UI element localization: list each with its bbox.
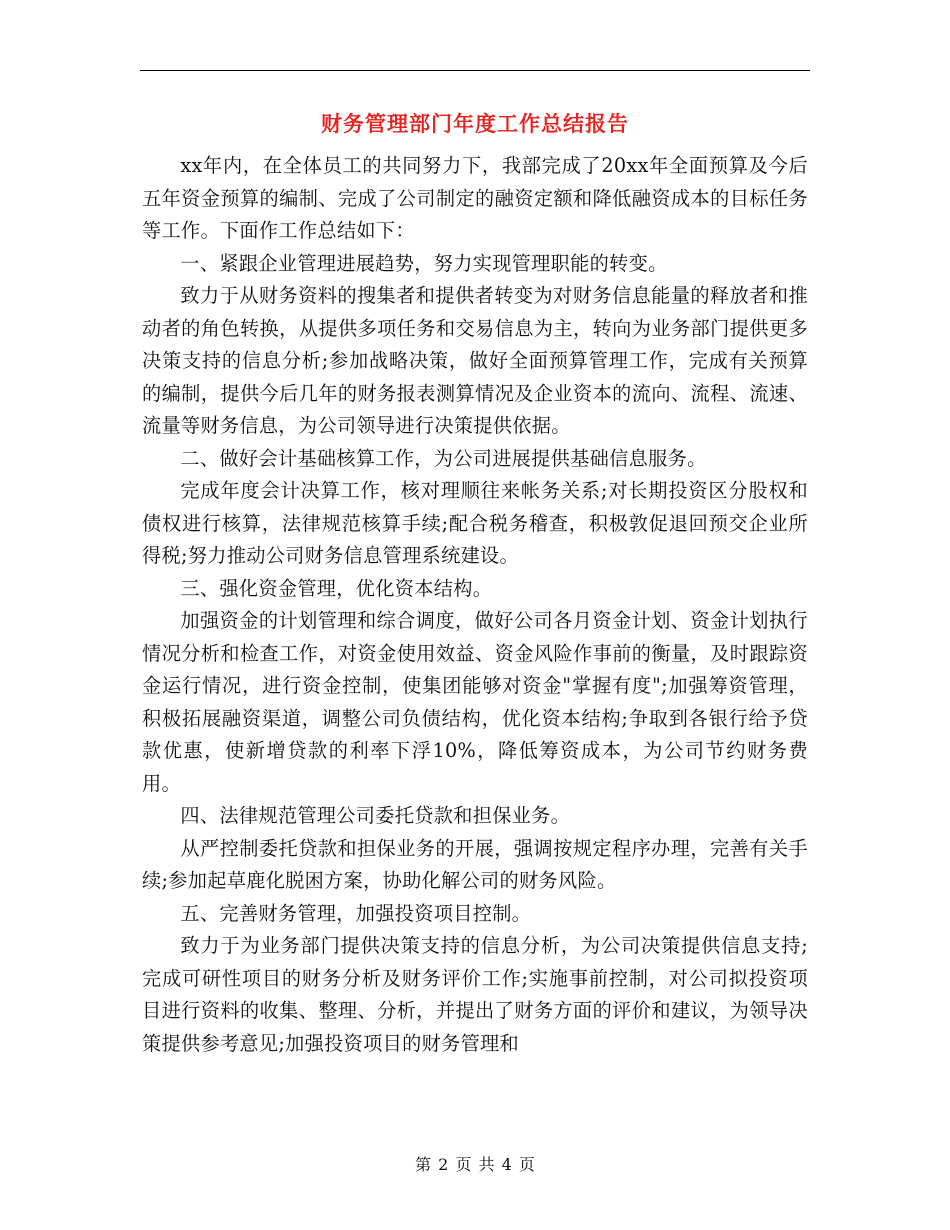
paragraph-section-1: 致力于从财务资料的搜集者和提供者转变为对财务信息能量的释放者和推动者的角色转换，从提供多项任务和交易信息为主，转向为业务部门提供更多决策支持的信息分析;参加战略决策，做好全面预算管理工作，完成有关预算的编制，提供今后几年的财务报表测算情况及企业资本的流向、流程、流速、流量等财务信息，为公司领导进行决策提供依据。 [142, 284, 808, 437]
page-footer: 第 2 页 共 4 页 [415, 1155, 535, 1174]
document-body [142, 150, 808, 1060]
header-rule [140, 70, 810, 71]
paragraph-section-4: 从严控制委托贷款和担保业务的开展，强调按规定程序办理，完善有关手续;参加起草鹿化脱困方案，协助化解公司的财务风险。 [142, 836, 808, 892]
section-heading-1: 一、紧跟企业管理进展趋势，努力实现管理职能的转变。 [180, 251, 668, 275]
section-heading-2: 二、做好会计基础核算工作，为公司进展提供基础信息服务。 [180, 446, 707, 470]
section-heading-3: 三、强化资金管理，优化资本结构。 [180, 576, 493, 600]
section-heading-5: 五、完善财务管理，加强投资项目控制。 [180, 901, 532, 925]
paragraph-section-2: 完成年度会计决算工作，核对理顺往来帐务关系;对长期投资区分股权和债权进行核算，法律规范核算手续;配合税务稽查，积极敦促退回预交企业所得税;努力推动公司财务信息管理系统建设。 [142, 479, 808, 567]
section-heading-4: 四、法律规范管理公司委托贷款和担保业务。 [180, 804, 571, 827]
paragraph-section-5: 致力于为业务部门提供决策支持的信息分析，为公司决策提供信息支持;完成可研性项目的财务分析及财务评价工作;实施事前控制，对公司拟投资项目进行资料的收集、整理、分析，并提出了财务方面的评价和建议，为领导决策提供参考意见;加强投资项目的财务管理和 [142, 934, 808, 1055]
paragraph-intro: xx年内，在全体员工的共同努力下，我部完成了20xx年全面预算及今后五年资金预算的编制、完成了公司制定的融资定额和降低融资成本的目标任务等工作。下面作工作总结如下： [142, 154, 808, 242]
paragraph-section-3: 加强资金的计划管理和综合调度，做好公司各月资金计划、资金计划执行情况分析和检查工作，对资金使用效益、资金风险作事前的衡量，及时跟踪资金运行情况，进行资金控制，使集团能够对资金"掌握有度";加强筹资管理，积极拓展融资渠道，调整公司负债结构，优化资本结构;争取到各银行给予贷款优惠，使新增贷款的利率下浮10%，降低筹资成本，为公司节约财务费用。 [142, 609, 808, 795]
document-title: 财务管理部门年度工作总结报告 [321, 111, 629, 136]
